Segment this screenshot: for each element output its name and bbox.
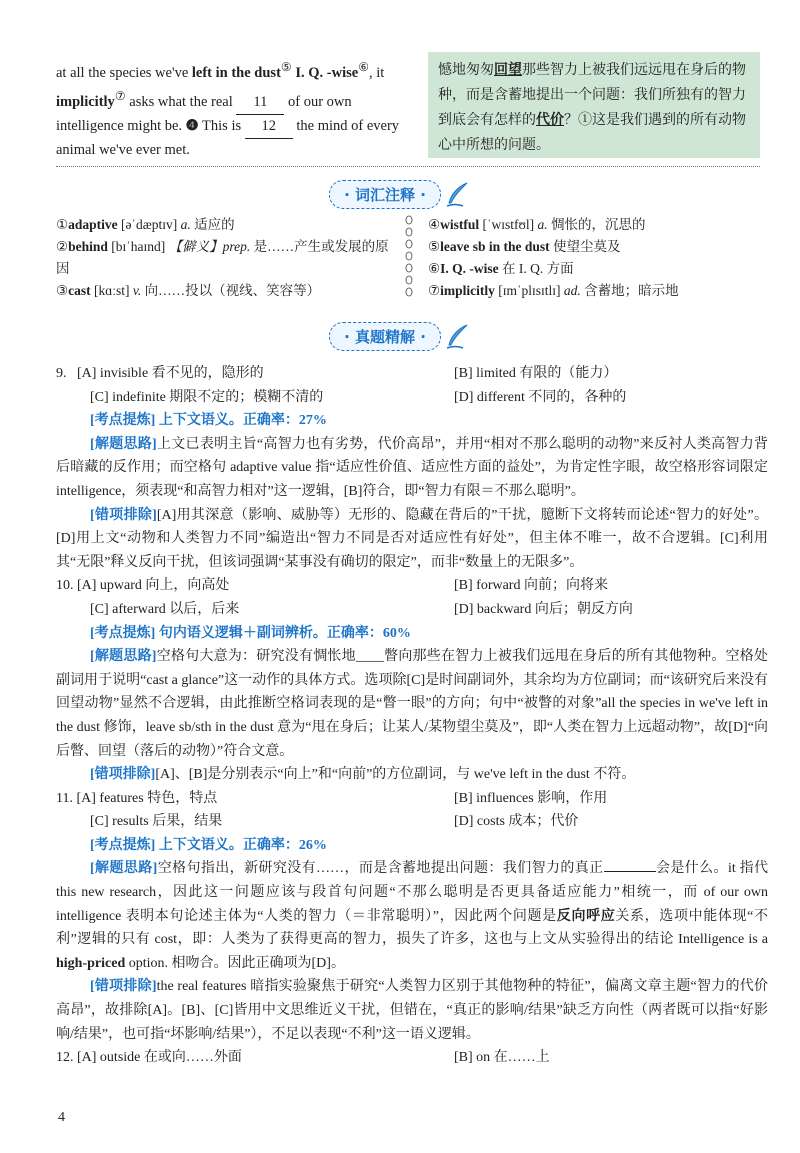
option-d: [D] backward 向后；朝反方向 [454, 601, 633, 617]
vocab-term: left in the dust [191, 64, 281, 81]
passage-line [56, 56, 418, 85]
vocab-entry: ⑦implicitly [ɪmˈplɪsɪtlɪ] ad. 含蓄地；暗示地 [428, 283, 679, 298]
dotted-divider [56, 166, 760, 167]
question-10-options-row-1 [56, 574, 768, 598]
translation-box [428, 52, 760, 158]
vocab-entry: ②behind [bɪˈhaɪnd] 【僻义】prep. 是……产生或发展的原因 [56, 239, 389, 276]
vocab-term: I. Q. -wise [295, 64, 359, 81]
binding-spiral-icon [404, 214, 414, 302]
vocab-entry: ③cast [kɑːst] v. 向……投以（视线、笑容等） [56, 283, 321, 298]
quill-pen-icon [443, 181, 471, 209]
question-11-options-row-1 [56, 787, 768, 811]
question-number: 12. [56, 1050, 74, 1066]
option-a: [A] features 特色，特点 [76, 790, 218, 806]
translation-text: 憾地匆匆 [438, 63, 494, 78]
answers-section-header [0, 322, 800, 351]
footnote-marker: ⑥ [358, 60, 370, 74]
question-12-options-row-1 [56, 1046, 768, 1070]
translation-keyword: 回望 [494, 63, 522, 78]
solution-logic: [解题思路]空格句指出，新研究没有……，而是含蓄地提出问题：我们智力的真正 会是什么。it 指代 this new research，因此这一问题应该与段首句问题“不那么聪明是否更具备适应能力”相统一，而 of our own intelligence 表明本句论述主体为“人类的智力（＝非常聪明）”，因此两个问题是反向呼应关系，选项中能体现“不利”逻辑的只有 cost，即：人类为了获得更高的智力，损失了许多，这也与上文从实验得出的结论 Intelligence is a high-priced option. 相吻合。因此正确项为[D]。 [56, 861, 769, 971]
vocab-column-left [56, 214, 389, 302]
passage-text: intelligence might be. [56, 117, 183, 134]
vocab-entry: ⑤leave sb in the dust 使望尘莫及 [428, 239, 621, 254]
translation-text: 那些智力上被我们远远甩在身后的物种，而是含蓄地提出一个问题：我们所独有的智力到底会有怎样的 [438, 63, 746, 128]
section-title: · 词汇注释 · [329, 180, 441, 209]
footnote-marker: ⑦ [114, 88, 126, 103]
passage-excerpt [56, 56, 418, 162]
vocab-entry: ⑥I. Q. -wise 在 I. Q. 方面 [428, 261, 574, 276]
key-point: [考点提炼] 上下文语义。正确率：27% [90, 413, 327, 429]
answer-explanations [56, 362, 768, 1070]
solution-logic: [解题思路]上文已表明主旨“高智力也有劣势，代价高昂”，并用“相对不那么聪明的动物”来反衬人类高智力背后暗藏的反作用；而空格句 adaptive value 指“适应性价值、适应性方面的益处”，为肯定性字眼，故空格形容词限定 intelligence，须表现“和高智力相对”这一逻辑，[B]符合，即“智力有限＝不那么聪明”。 [56, 436, 769, 499]
passage-text: the mind of every [296, 117, 400, 134]
passage-text: This is [202, 117, 242, 134]
quill-pen-icon [443, 323, 471, 351]
distractor-analysis: [错项排除][A]用其深意（影响、威胁等）无形的、隐藏在背后的”干扰，臆断下文将转而论述“智力的好处”。[D]用上文“动物和人类智力不同”编造出“智力不同是否对适应性有好处”，但主体不唯一，故不合逻辑。[C]利用其“无限”释义反向干扰，但该词强调“某事没有确切的限定”，而非“数量上的无限多”。 [56, 507, 769, 570]
section-title: · 真题精解 · [329, 322, 441, 351]
option-b: [B] forward 向前；向将来 [454, 578, 608, 594]
option-d: [D] costs 成本；代价 [454, 814, 579, 830]
question-number: 11. [56, 790, 73, 806]
question-9-options-row-1 [56, 362, 768, 386]
key-point: [考点提炼] 句内语义逻辑＋副词辨析。正确率：60% [90, 625, 411, 641]
vocab-entry: ①adaptive [əˈdæptɪv] a. 适应的 [56, 217, 235, 232]
option-a: [A] upward 向上，向高处 [77, 578, 230, 594]
option-c: [C] results 后果，结果 [90, 814, 223, 830]
translation-text: ？①这是我们遇到的所有动物心中所想的问题。 [438, 113, 746, 153]
passage-text: asks what the real [129, 93, 233, 110]
blank-underline [604, 871, 656, 872]
translation-keyword: 代价 [536, 113, 564, 128]
distractor-analysis: [错项排除]the real features 暗指实验聚焦于研究“人类智力区别于其他物种的特征”，偏离文章主题“智力的代价高昂”，故排除[A]。[B]、[C]皆用中文思维近义干扰，但错在，“真正的影响/结果”缺乏方向性（两者既可以指“好影响/结果”，也可指“坏影响/结果”），不足以表现“不利”这一语义逻辑。 [56, 979, 768, 1042]
sentence-number: ❹ [185, 117, 199, 134]
question-10-options-row-2 [56, 598, 768, 622]
passage-line: animal we've ever met. [56, 141, 190, 158]
blank-11: 11 [236, 91, 284, 115]
option-b: [B] limited 有限的（能力） [454, 366, 618, 381]
question-9-options-row-2 [56, 386, 768, 410]
solution-logic: [解题思路]空格句大意为：研究没有惆怅地____瞥向那些在智力上被我们远甩在身后的所有其他物种。空格处副词用于说明“cast a glance”这一动作的具体方式。选项除[C]是时间副词外，其余均为方位副词；而“该研究后来没有回望动物”显然不合逻辑，由此推断空格词表现的是“瞥一眼”的方向；句中“被瞥的对象”all the species in we've left in the dust 修饰，leave sb/sth in the dust 意为“甩在身后；让某人/某物望尘莫及”，即“人类在智力上远超动物”，故[D]“向后瞥、回望（落后的动物）”符合文意。 [56, 649, 769, 759]
passage-text: of our own [288, 93, 352, 110]
option-c: [C] afterward 以后，后来 [90, 601, 240, 617]
vocab-term: implicitly [56, 93, 115, 110]
page-number: 4 [58, 1110, 65, 1125]
option-b: [B] on 在……上 [454, 1050, 550, 1066]
option-b: [B] influences 影响，作用 [454, 790, 608, 806]
passage-text: at all the species we've [56, 64, 189, 81]
option-d: [D] different 不同的，各种的 [454, 389, 627, 405]
passage-text: , it [369, 64, 385, 81]
vocab-column-right [428, 214, 758, 302]
passage-line [56, 115, 418, 139]
vocab-entry: ④wistful [ˈwɪstfʊl] a. 惆怅的，沉思的 [428, 217, 646, 232]
distractor-analysis: [错项排除][A]、[B]是分别表示“向上”和“向前”的方位副词，与 we've left in the dust 不符。 [90, 767, 636, 783]
vocab-section-header [0, 180, 800, 209]
question-number: 10. [56, 578, 74, 594]
passage-line [56, 85, 418, 115]
option-a: [A] invisible 看不见的，隐形的 [77, 366, 264, 381]
question-11-options-row-2 [56, 810, 768, 834]
option-c: [C] indefinite 期限不定的；模糊不清的 [90, 389, 324, 405]
option-a: [A] outside 在或向……外面 [77, 1050, 242, 1066]
footnote-marker: ⑤ [280, 60, 292, 74]
question-number: 9. [56, 366, 67, 381]
key-point: [考点提炼] 上下文语义。正确率：26% [90, 837, 327, 853]
blank-12: 12 [245, 115, 293, 139]
